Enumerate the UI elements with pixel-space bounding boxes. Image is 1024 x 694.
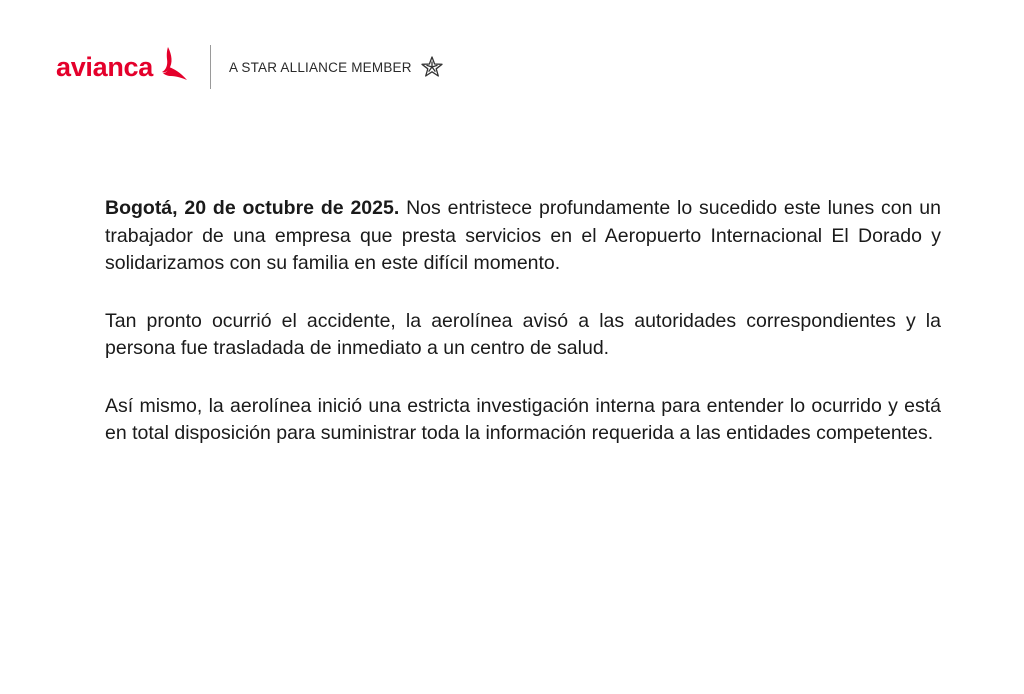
alliance-label: A STAR ALLIANCE MEMBER <box>228 59 412 75</box>
avianca-logo <box>56 49 190 85</box>
press-statement <box>105 195 941 448</box>
avianca-bird-logo-icon <box>156 45 190 85</box>
header-divider <box>210 45 211 89</box>
brand-name: avianca <box>56 51 153 82</box>
letterhead <box>56 44 444 90</box>
star-alliance-icon <box>420 55 444 79</box>
dateline: Bogotá, 20 de octubre de 2025. <box>105 197 400 219</box>
statement-paragraph-1 <box>105 195 941 278</box>
statement-paragraph-2: Tan pronto ocurrió el accidente, la aerolínea avisó a las autoridades correspondientes y la persona fue trasladada de inmediato a un centro de salud. <box>105 309 941 359</box>
paragraph-1-text: Nos entristece profundamente lo sucedido este lunes con un trabajador de una empresa que presta servicios en el Aeropuerto Internacional El Dorado y solidarizamos con su familia en este difícil momento. <box>105 197 942 274</box>
statement-paragraph-3: Así mismo, la aerolínea inició una estricta investigación interna para entender lo ocurrido y está en total disposición para suministrar toda la información requerida a las entidades competentes. <box>105 394 941 444</box>
